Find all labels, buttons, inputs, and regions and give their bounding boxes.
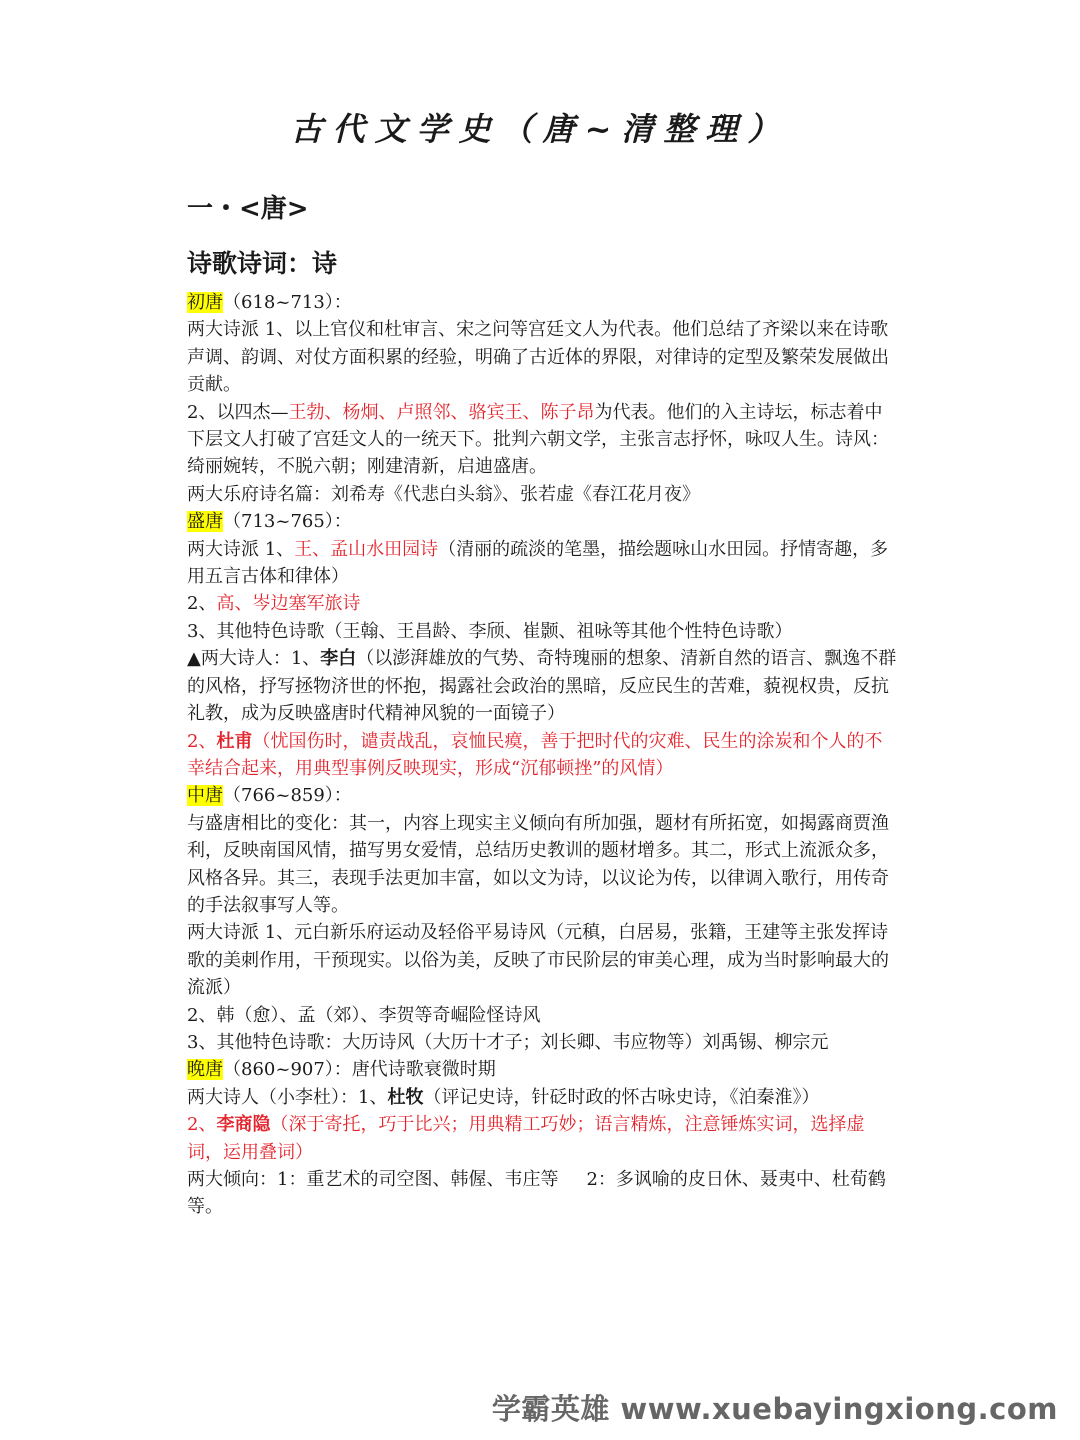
- paragraph: 3、其他特色诗歌：大历诗风（大历十才子；刘长卿、韦应物等）刘禹锡、柳宗元: [187, 1031, 829, 1053]
- period-label: 晚唐: [187, 1059, 223, 1081]
- paragraph: [187, 728, 899, 783]
- text-run: 两大倾向：1：重艺术的司空图、韩偓、韦庄等: [187, 1169, 559, 1190]
- paragraph: [187, 645, 899, 727]
- red-text: （深于寄托，巧于比兴；用典精工巧妙；语言精炼，注意锤炼实词，选择虚词，运用叠词）: [187, 1114, 865, 1163]
- paragraph: [187, 1166, 899, 1221]
- text-run: 两大诗派 1、: [187, 538, 295, 560]
- text-run: （评记史诗，针砭时政的怀古咏史诗，《泊秦淮》）: [423, 1086, 820, 1108]
- text-run: 两大诗人（小李杜）：1、: [187, 1086, 388, 1108]
- paragraph: 与盛唐相比的变化：其一，内容上现实主义倾向有所加强，题材有所拓宽，如揭露商贾渔利，反映南国风情，描写男女爱情，总结历史教训的题材增多。其二，形式上流派众多，风格各异。其三，表现手法更加丰富，如以文为诗，以议论为传，以律调入歌行，用传奇的手法叙事写人等。: [187, 812, 889, 916]
- section-heading: 一・<唐>: [187, 194, 309, 224]
- red-text: 高、岑边塞军旅诗: [216, 593, 361, 615]
- period-heading-chu: [187, 289, 899, 316]
- text-run: 2、: [187, 730, 217, 752]
- period-years: （766~859）：: [223, 785, 352, 807]
- paragraph: 3、其他特色诗歌（王翰、王昌龄、李颀、崔颢、祖咏等其他个性特色诗歌）: [187, 620, 793, 642]
- bold-name: 杜甫: [216, 730, 253, 752]
- period-heading-wan: [187, 1056, 899, 1083]
- red-text: 王、孟山水田园诗: [294, 538, 439, 560]
- period-years: （860~907）：唐代诗歌衰微时期: [223, 1059, 496, 1081]
- period-years: （618~713）：: [223, 292, 352, 313]
- paragraph: 两大诗派 1、以上官仪和杜审言、宋之问等宫廷文人为代表。他们总结了齐梁以来在诗歌声调、韵调、对仗方面积累的经验，明确了古近体的界限，对律诗的定型及繁荣发展做出贡献。: [187, 319, 889, 396]
- period-heading-sheng: [187, 508, 899, 535]
- text-run: ▲两大诗人：1、: [187, 648, 321, 670]
- red-text: （忧国伤时，谴责战乱，哀恤民瘼，善于把时代的灾难、民生的涂炭和个人的不幸结合起来，用典型事例反映现实，形成“沉郁顿挫”的风情）: [187, 730, 883, 779]
- text-run: 2、以四杰—: [187, 401, 289, 423]
- paragraph: [187, 590, 899, 617]
- period-label: 初唐: [187, 292, 223, 313]
- bold-name: 李商隐: [216, 1114, 271, 1136]
- page-title: 古代文学史（唐~清整理）: [290, 110, 790, 148]
- red-text: 王勃、杨炯、卢照邻、骆宾王、陈子昂: [288, 401, 595, 423]
- text-run: 为代表。他们的入主诗坛，标志着中下层文人打破了宫廷文人的一统天下。批判六朝文学，主张言志抒怀，咏叹人生。诗风：绮丽婉转，不脱六朝；刚建清新，启迪盛唐。: [187, 401, 889, 478]
- paragraph: 两大乐府诗名篇：刘希寿《代悲白头翁》、张若虚《春江花月夜》: [187, 483, 700, 505]
- text-run: 2、: [187, 593, 217, 615]
- paragraph: [187, 1084, 899, 1111]
- period-label: 中唐: [187, 785, 223, 807]
- text-run: （清丽的疏淡的笔墨，描绘题咏山水田园。抒情寄趣，多用五言古体和律体）: [187, 538, 889, 588]
- paragraph: [187, 1111, 899, 1166]
- watermark: 学霸英雄 www.xuebayingxiong.com: [491, 1392, 1058, 1426]
- period-label: 盛唐: [187, 511, 223, 533]
- paragraph: [187, 399, 899, 481]
- document-body: [187, 289, 899, 1221]
- text-run: （以澎湃雄放的气势、奇特瑰丽的想象、清新自然的语言、飘逸不群的风格，抒写拯物济世的怀抱，揭露社会政治的黑暗，反应民生的苦难，藐视权贵，反抗礼教，成为反映盛唐时代精神风貌的一面镜子）: [187, 648, 897, 725]
- paragraph: 2、韩（愈）、孟（郊）、李贺等奇崛险怪诗风: [187, 1004, 541, 1026]
- bold-name: 杜牧: [387, 1086, 424, 1108]
- red-text: 2、: [187, 1114, 217, 1136]
- bold-name: 李白: [320, 648, 357, 670]
- period-years: （713~765）：: [223, 511, 352, 533]
- paragraph: [187, 536, 899, 591]
- text-run: 2：多讽喻的皮日休、聂夷中、杜荀鹤等。: [187, 1169, 886, 1218]
- paragraph: 两大诗派 1、元白新乐府运动及轻俗平易诗风（元稹，白居易，张籍，王建等主张发挥诗歌的美刺作用，干预现实。以俗为美，反映了市民阶层的审美心理，成为当时影响最大的流派）: [187, 922, 889, 999]
- subsection-heading: 诗歌诗词：诗: [187, 249, 338, 278]
- period-heading-zhong: [187, 782, 899, 809]
